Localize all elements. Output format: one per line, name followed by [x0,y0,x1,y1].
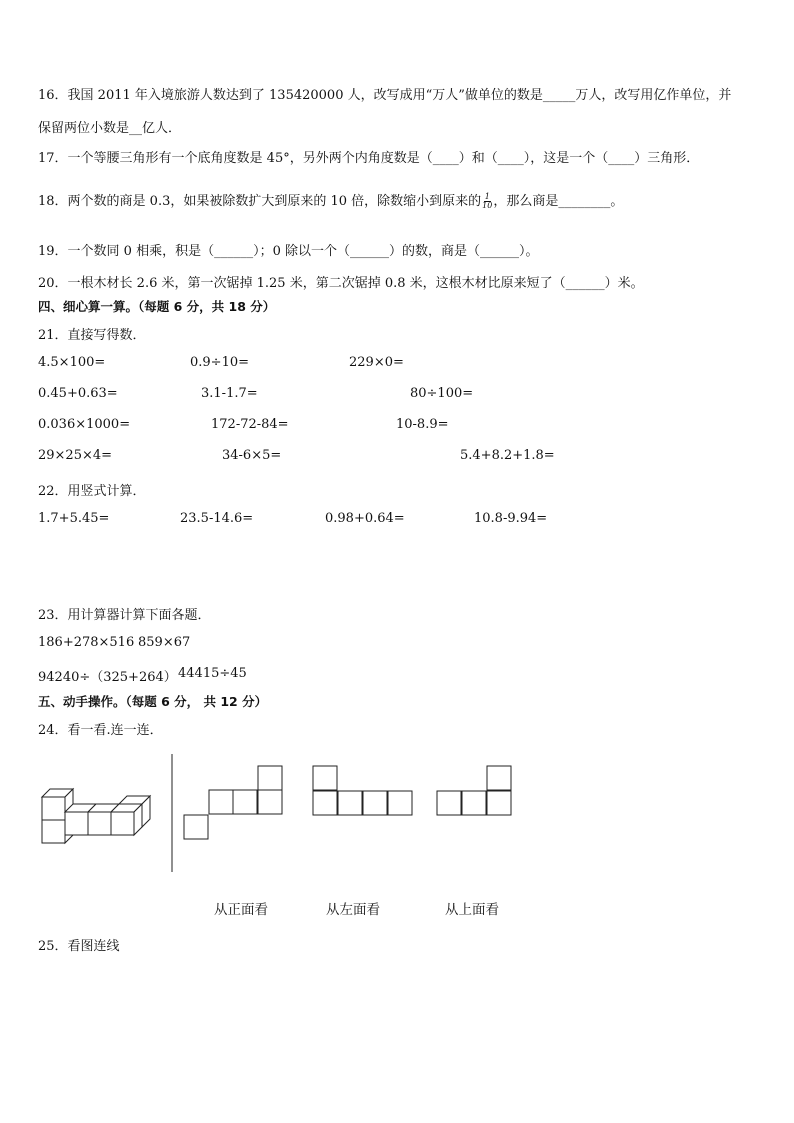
question-18-post: ，那么商是________。 [493,194,624,209]
question-16-line1: 16．我国 2011 年入境旅游人数达到了 135420000 人，改写成用“万人”做单位的数是_____万人，改写用亿作单位，并 [38,88,732,103]
question-20: 20．一根木材长 2.6 米，第一次锯掉 1.25 米，第二次锯掉 0.8 米，这根木材比原来短了（______）米。 [38,276,644,291]
view-shape-c [437,766,511,815]
question-19: 19．一个数同 0 相乘，积是（______）；0 除以一个（______）的数，商是（______）。 [38,244,539,259]
fraction-denominator: 10 [482,201,493,210]
calc-item: 4.5×100= [38,355,106,370]
calculator-item: 859×67 [138,635,191,650]
label-front-view: 从正面看 [214,902,268,918]
label-left-view: 从左面看 [326,902,380,918]
section-5-heading: 五、动手操作。（每题 6 分， 共 12 分） [38,694,268,709]
vertical-calc-item: 0.98+0.64= [325,511,405,526]
question-18-pre: 18．两个数的商是 0.3，如果被除数扩大到原来的 10 倍，除数缩小到原来的 [38,194,482,209]
cube-arrangement-3d [42,789,150,843]
fraction-numerator: 1 [484,192,490,201]
question-21-title: 21．直接写得数． [38,328,146,343]
question-16-line2: 保留两位小数是__亿人． [38,121,182,136]
view-shape-a [184,766,282,839]
calc-item: 5.4+8.2+1.8= [460,448,555,463]
calculator-item: 186+278×516 [38,635,135,650]
question-24-title: 24．看一看.连一连． [38,723,163,738]
calculator-item: 44415÷45 [178,666,247,681]
calc-item: 3.1-1.7= [201,386,258,401]
view-shape-b [313,766,412,815]
calc-item: 34-6×5= [222,448,282,463]
calculator-item: 94240÷（325+264） [38,670,177,685]
question-25-title: 25．看图连线 [38,939,120,954]
calc-item: 0.45+0.63= [38,386,118,401]
question-23-title: 23．用计算器计算下面各题． [38,608,211,623]
label-top-view: 从上面看 [445,902,499,918]
calc-item: 229×0= [349,355,404,370]
calc-item: 0.9÷10= [190,355,250,370]
vertical-calc-item: 23.5-14.6= [180,511,254,526]
vertical-calc-item: 10.8-9.94= [474,511,548,526]
calc-item: 29×25×4= [38,448,113,463]
section-4-heading: 四、细心算一算。（每题 6 分，共 18 分） [38,299,276,314]
question-22-title: 22．用竖式计算． [38,484,146,499]
calc-item: 172-72-84= [211,417,289,432]
calc-item: 10-8.9= [396,417,449,432]
calc-item: 80÷100= [410,386,474,401]
vertical-calc-item: 1.7+5.45= [38,511,110,526]
question-17: 17．一个等腰三角形有一个底角度数是 45°，另外两个内角度数是（____）和（____），这是一个（____）三角形． [38,151,700,166]
calc-item: 0.036×1000= [38,417,131,432]
